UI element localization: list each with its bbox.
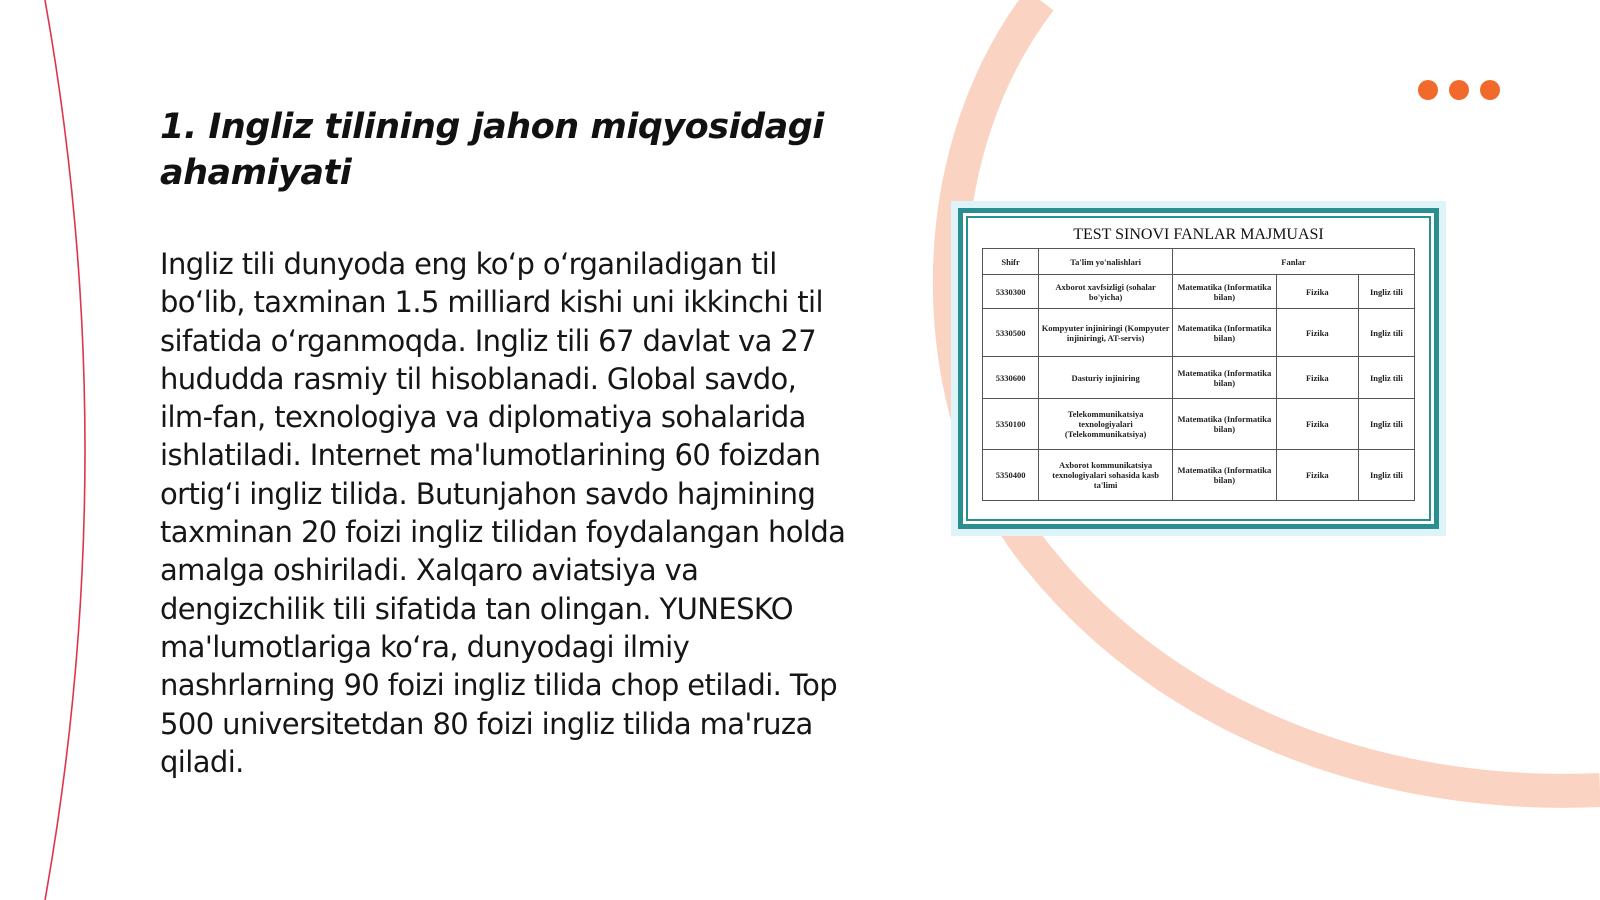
cell-subject: Matematika (Informatika bilan) (1173, 399, 1277, 450)
subjects-table (982, 248, 1415, 501)
header-subjects: Fanlar (1173, 249, 1415, 275)
cell-code: 5350100 (983, 399, 1039, 450)
cell-code: 5330600 (983, 357, 1039, 399)
cell-subject: Ingliz tili (1358, 309, 1414, 357)
image-outer-border (958, 208, 1439, 529)
slide-body-text: Ingliz tili dunyoda eng koʻp oʻrganiladigan til boʻlib, taxminan 1.5 milliard kishi uni ikkinchi til sifatida oʻrganmoqda. Ingliz tili 67 davlat va 27 hududda rasmiy til hisoblanadi. Global savdo, ilm-fan, texnologiya va diplomatiya sohalarida ishlatiladi. Internet ma'lumotlarining 60 foizdan ortigʻi ingliz tilida. Butunjahon savdo hajmining taxminan 20 foizi ingliz tilidan foydalangan holda amalga oshiriladi. Xalqaro aviatsiya va dengizchilik tili sifatida tan olingan. YUNESKO ma'lumotlariga koʻra, dunyodagi ilmiy nashrlarning 90 foizi ingliz tilida chop etiladi. Top 500 universitetdan 80 foizi ingliz tilida ma'ruza qiladi. (160, 247, 846, 779)
table-row (983, 309, 1415, 357)
cell-code: 5350400 (983, 450, 1039, 501)
cell-subject: Ingliz tili (1358, 399, 1414, 450)
cell-direction: Axborot xavfsizligi (sohalar bo'yicha) (1039, 275, 1173, 309)
cell-direction: Kompyuter injiniringi (Kompyuter injiniringi, AT-servis) (1039, 309, 1173, 357)
table-row (983, 450, 1415, 501)
cell-subject: Fizika (1276, 399, 1358, 450)
cell-direction: Dasturiy injiniring (1039, 357, 1173, 399)
header-code: Shifr (983, 249, 1039, 275)
cell-code: 5330300 (983, 275, 1039, 309)
cell-subject: Matematika (Informatika bilan) (1173, 450, 1277, 501)
cell-code: 5330500 (983, 309, 1039, 357)
slide-title: 1. Ingliz tilining jahon miqyosidagi ahamiyati (160, 107, 824, 193)
cell-subject: Fizika (1276, 357, 1358, 399)
dot-icon (1418, 80, 1438, 100)
image-inner-border (966, 216, 1431, 521)
table-header-row (983, 249, 1415, 275)
subjects-table-image (951, 201, 1446, 536)
cell-subject: Ingliz tili (1358, 275, 1414, 309)
header-direction: Ta'lim yo'nalishlari (1039, 249, 1173, 275)
cell-subject: Matematika (Informatika bilan) (1173, 275, 1277, 309)
cell-subject: Ingliz tili (1358, 357, 1414, 399)
cell-direction: Telekommunikatsiya texnologiyalari (Telekommunikatsiya) (1039, 399, 1173, 450)
dot-icon (1480, 80, 1500, 100)
left-curve-line (45, 0, 85, 900)
cell-direction: Axborot kommunikatsiya texnologiyalari sohasida kasb ta'limi (1039, 450, 1173, 501)
cell-subject: Matematika (Informatika bilan) (1173, 357, 1277, 399)
cell-subject: Fizika (1276, 450, 1358, 501)
table-row (983, 357, 1415, 399)
table-title: TEST SINOVI FANLAR MAJMUASI (1073, 226, 1324, 243)
table-row (983, 399, 1415, 450)
cell-subject: Fizika (1276, 309, 1358, 357)
menu-dots (1418, 80, 1500, 100)
cell-subject: Ingliz tili (1358, 450, 1414, 501)
cell-subject: Fizika (1276, 275, 1358, 309)
dot-icon (1449, 80, 1469, 100)
cell-subject: Matematika (Informatika bilan) (1173, 309, 1277, 357)
table-row (983, 275, 1415, 309)
